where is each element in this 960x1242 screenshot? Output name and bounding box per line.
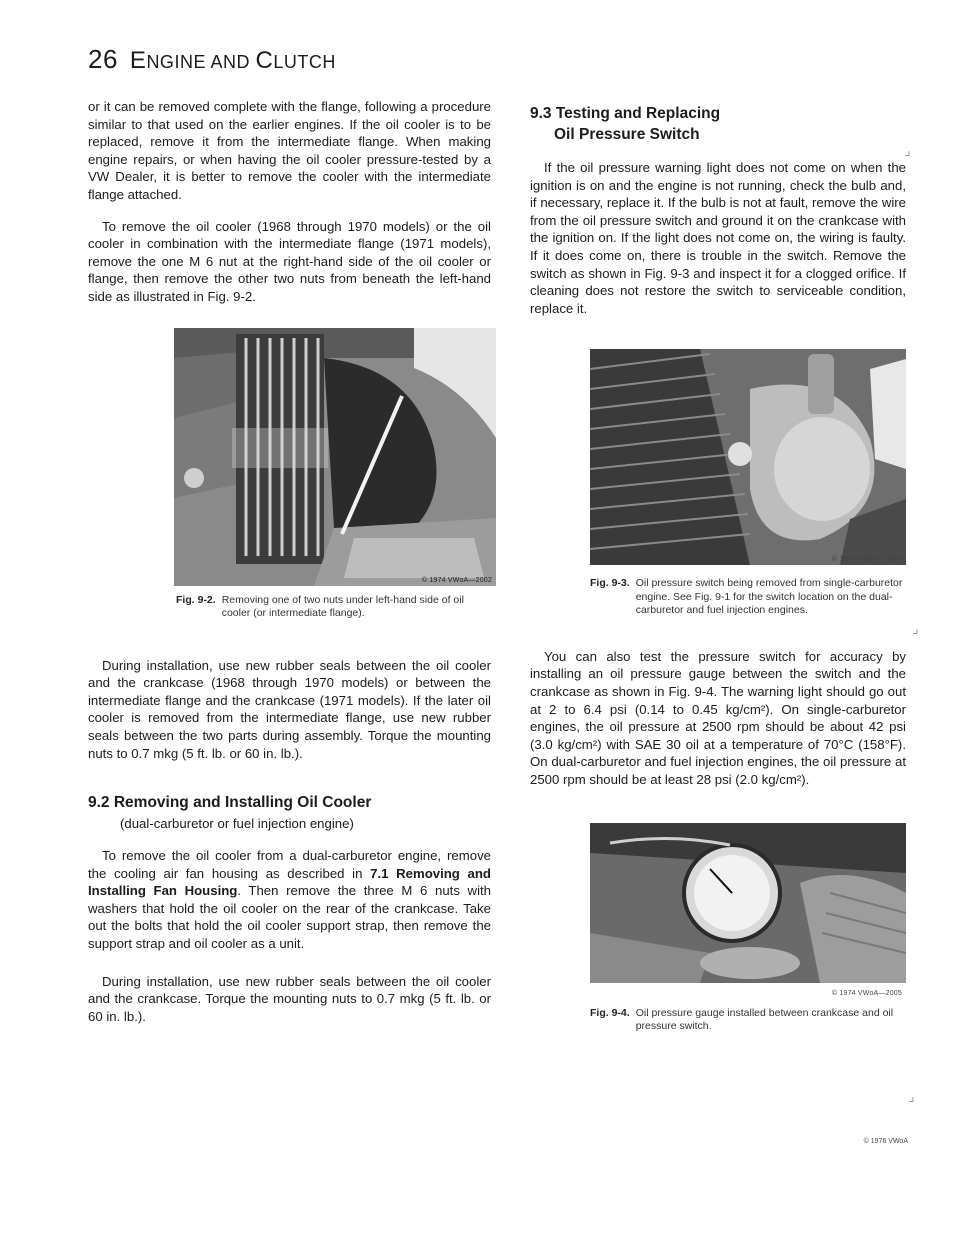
section-9-2-subtitle: (dual-carburetor or fuel injection engine) bbox=[120, 816, 354, 832]
left-paragraph-4 bbox=[88, 847, 491, 953]
figure-9-4-caption-text: Oil pressure gauge installed between crankcase and oil pressure switch. bbox=[635, 1006, 894, 1033]
page-header bbox=[88, 44, 336, 75]
figure-9-3-caption bbox=[590, 577, 906, 618]
p4-text-start: To remove the oil cooler from a dual-carburetor engine, remove the cooling air fan housing as described in bbox=[88, 848, 491, 881]
figure-9-3-caption-text: Oil pressure switch being removed from single-carburetor engine. See Fig. 9-1 for the switch location on the dual-carburetor and fuel injection engines. bbox=[635, 577, 903, 617]
title-rest-2: LUTCH bbox=[273, 52, 336, 72]
pressure-switch-photo-image bbox=[590, 349, 906, 565]
oil-cooler-photo-image bbox=[174, 328, 496, 586]
figure-9-2-credit: © 1974 VWoA—2002 bbox=[421, 576, 492, 584]
margin-mark: ⌟ bbox=[908, 1088, 915, 1104]
left-paragraph-3: During installation, use new rubber seals between the oil cooler and the crankcase (1968 through 1970 models) or between the intermediate flange and the crankcase (1971 models). If the later oil cooler is removed from the intermediate flange, use new rubber seals between the two parts during assembly. Torque the mounting nuts to 0.7 mkg (5 ft. lb. or 60 in. lb.). bbox=[88, 657, 491, 761]
figure-9-4-caption bbox=[590, 1007, 906, 1034]
p4-text-end: . Then remove the three M 6 nuts with washers that hold the oil cooler on the rear of the crankcase. Take out the bolts that hold the oil cooler support strap, then remove the support strap and oil cooler as a unit. bbox=[88, 883, 492, 952]
section-9-3-title-line2: Oil Pressure Switch bbox=[554, 126, 700, 143]
left-paragraph-2: To remove the oil cooler (1968 through 1970 models) or the oil cooler in combination with the intermediate flange (1971 models), remove the one M 6 nut at the right-hand side of the oil cooler or flange, then remove the other two nuts from beneath the left-hand side as illustrated in Fig. 9-2. bbox=[88, 218, 491, 304]
cross-reference-fan-housing: 7.1 Removing and Installing Fan Housing bbox=[88, 865, 491, 899]
footer-copyright: © 1976 VWoA bbox=[863, 1138, 908, 1145]
figure-9-4-photo bbox=[590, 823, 906, 997]
pressure-gauge-photo-image bbox=[590, 823, 906, 983]
section-9-2-title: 9.2 Removing and Installing Oil Cooler bbox=[88, 794, 372, 812]
figure-9-3 bbox=[590, 349, 906, 565]
figure-9-2-caption-text: Removing one of two nuts under left-hand side of oil cooler (or intermediate flange). bbox=[221, 593, 464, 620]
section-9-3-title bbox=[530, 103, 906, 145]
figure-9-3-label: Fig. 9-3. bbox=[590, 577, 630, 590]
section-9-3-title-line1: 9.3 Testing and Replacing bbox=[530, 105, 721, 122]
figure-9-2-caption bbox=[176, 594, 492, 621]
figure-9-4-label: Fig. 9-4. bbox=[590, 1006, 630, 1019]
title-rest-1: NGINE AND bbox=[146, 52, 256, 72]
figure-9-4 bbox=[590, 823, 906, 997]
figure-9-4-credit: © 1974 VWoA—2005 bbox=[831, 989, 902, 997]
margin-mark: ⌟ bbox=[912, 620, 919, 636]
figure-9-2-label: Fig. 9-2. bbox=[176, 593, 216, 606]
right-column bbox=[530, 103, 906, 1034]
figure-9-3-credit: © 1974 VWoA—2004 bbox=[831, 556, 902, 564]
page-number: 26 bbox=[88, 44, 118, 74]
left-column bbox=[88, 98, 491, 1039]
left-paragraph-5: During installation, use new rubber seals between the oil cooler and the crankcase. Torque the mounting nuts to 0.7 mkg (5 ft. lb. or 60 in. lb.). bbox=[88, 973, 491, 1024]
figure-9-2-photo bbox=[174, 328, 496, 586]
figure-9-2 bbox=[174, 328, 496, 586]
figure-9-3-photo bbox=[590, 349, 906, 565]
title-initial-2: C bbox=[255, 47, 274, 74]
right-paragraph-2: You can also test the pressure switch for accuracy by installing an oil pressure gauge between the switch and the crankcase as shown in Fig. 9-4. The warning light should go out at 2 to 6.4 psi (0.14 to 0.45 kg/cm²). On single-carburetor engines, the oil pressure at 2500 rpm should be about 42 psi (3.0 kg/cm²) with SAE 30 oil at a temperature of 70°C (158°F). On dual-carburetor and fuel injection engines, the oil pressure at 2500 rpm should be at least 28 psi (2.0 kg/cm²). bbox=[530, 648, 906, 787]
title-initial-1: E bbox=[129, 47, 147, 74]
right-paragraph-1: If the oil pressure warning light does not come on when the ignition is on and the engine is not running, check the bulb and, if necessary, replace it. If the bulb is not at fault, remove the wire from the oil pressure switch and ground it on the crankcase with the ignition on. If the light does not come on, the wiring is faulty. If it does come on, there is trouble in the switch. Remove the switch as shown in Fig. 9-3 and inspect it for a clogged orifice. If cleaning does not restore the switch to serviceable condition, replace it. bbox=[530, 160, 906, 316]
left-paragraph-1: or it can be removed complete with the flange, following a procedure similar to that used on the earlier engines. If the oil cooler is to be replaced, remove it from the intermediate flange. When making engine repairs, or when having the oil cooler pressure-tested by a VW Dealer, it is better to remove the cooler with the intermediate flange attached. bbox=[88, 99, 491, 202]
margin-mark: ⌟ bbox=[904, 142, 911, 158]
